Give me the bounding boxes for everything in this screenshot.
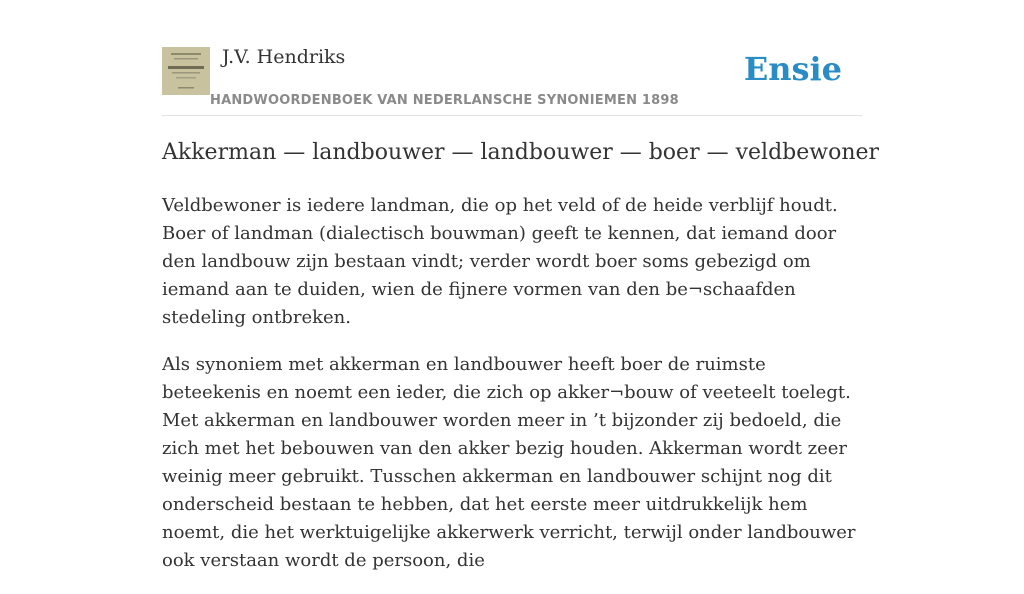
entry-title: Akkerman — landbouwer — landbouwer — boer — veldbewoner: [162, 140, 880, 165]
book-cover-icon: [162, 47, 210, 95]
entry-content: [162, 192, 862, 594]
book-title[interactable]: HANDWOORDENBOEK VAN NEDERLANSCHE SYNONIEMEN 1898: [210, 93, 679, 108]
book-cover-avatar[interactable]: [162, 47, 210, 95]
header: [162, 46, 862, 116]
entry-paragraph: Als synoniem met akkerman en landbouwer heeft boer de ruimste beteekenis en noemt een ieder, die zich op akker¬bouw of veeteelt toelegt. Met akkerman en landbouwer worden meer in ’t bijzonder zij bedoeld, die zich met het bebouwen van den akker bezig houden. Akkerman wordt zeer weinig meer gebruikt. Tusschen akkerman en landbouwer schijnt nog dit onderscheid bestaan te hebben, dat het eerste meer uitdrukkelijk hem noemt, die het werktuigelijke akkerwerk verricht, terwijl onder landbouwer ook verstaan wordt de persoon, die: [162, 354, 856, 571]
entry-paragraph: Veldbewoner is iedere landman, die op het veld of de heide verblijf houdt. Boer of landman (dialectisch bouwman) geeft te kennen, dat iemand door den landbouw zijn bestaan vindt; verder wordt boer soms gebezigd om iemand aan te duiden, wien de fijnere vormen van den be¬schaafden stedeling ontbreken.: [162, 195, 838, 328]
ensie-logo[interactable]: Ensie: [743, 50, 842, 88]
author-name[interactable]: J.V. Hendriks: [222, 46, 346, 68]
